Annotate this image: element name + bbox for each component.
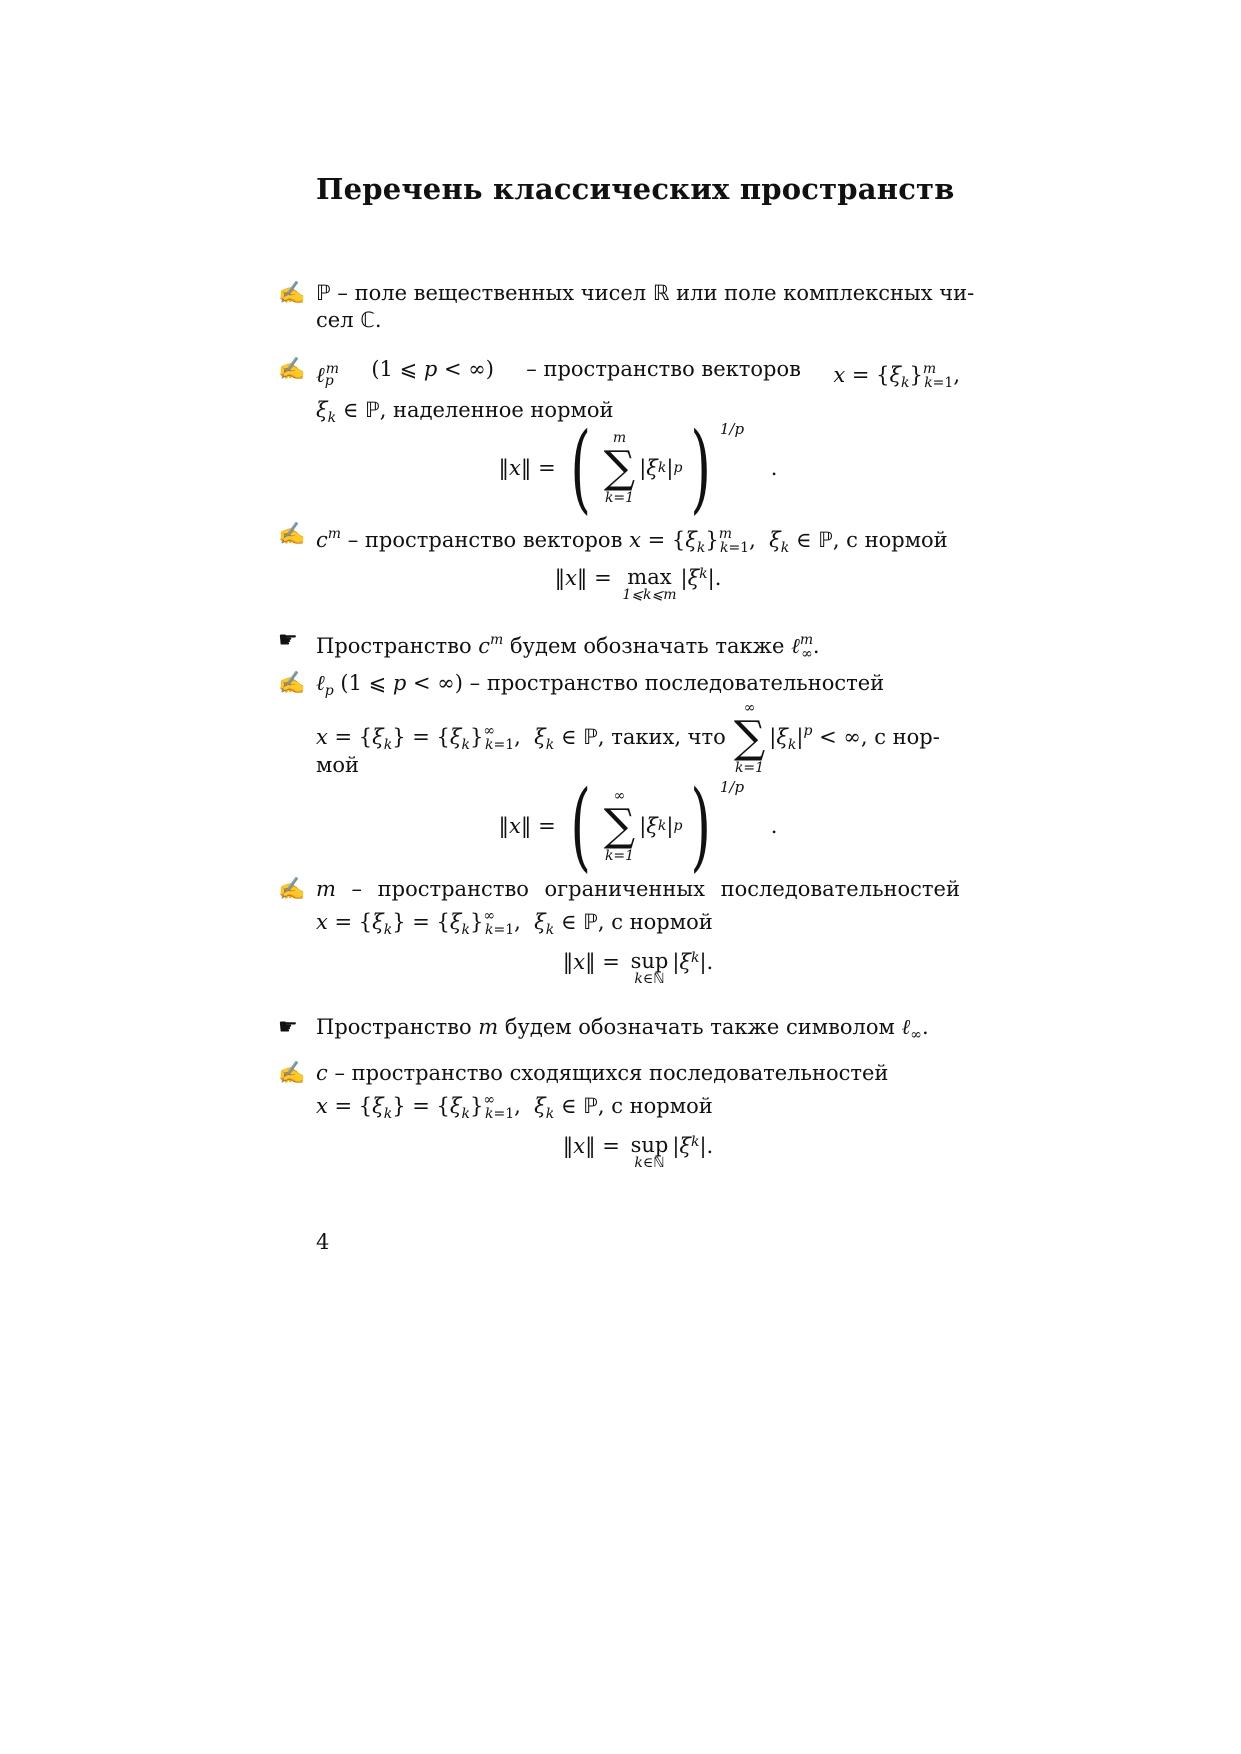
norm-formula: ‖ x ‖ = ( m ∑ k=1 | ξ k | p ) 1/p .	[498, 412, 778, 524]
writing-hand-icon: ✍	[278, 877, 306, 902]
list-item: ✍ ℓ$_p$ (1 ⩽ p < ∞) – пространство последовательностей	[278, 671, 885, 699]
writing-hand-icon: ✍	[278, 281, 306, 306]
norm-formula: ‖ x ‖ = sup k∈ℕ | ξ k |.	[562, 1133, 714, 1171]
list-item: ☛ Пространство m будем обозначать также символом ℓ$_\infty$.	[278, 1015, 929, 1043]
page-number: 4	[316, 1230, 330, 1254]
list-item: ✍ ℓ$_p^m$ (1 ⩽ p < ∞) – пространство векторов $x = \{\xi_k\}^m_{k=1}$, $\xi_k$ ∈ ℙ, наделенное нормой	[278, 357, 960, 426]
pointing-hand-icon: ☛	[278, 1015, 298, 1040]
writing-hand-icon: ✍	[278, 522, 306, 547]
norm-formula: ‖ x ‖ = sup k∈ℕ | ξ k |.	[562, 949, 714, 987]
norm-formula: ‖ x ‖ = max 1⩽k⩽m | ξ k |.	[554, 565, 722, 603]
norm-formula: ‖ x ‖ = ( ∞ ∑ k=1 | ξ k | p ) 1/p .	[498, 770, 778, 882]
list-item: ☛ Пространство $c^m$ будем обозначать также ℓ$^m_\infty$.	[278, 628, 820, 662]
pointing-hand-icon: ☛	[278, 628, 298, 653]
list-item-line: $x = \{\xi_k\} = \{\xi_k\}^\infty_{k=1}$, $\xi_k$ ∈ ℙ, таких, что ∞ ∑ k=1 $|\xi_k|^p$ < ∞, с нор-	[316, 700, 940, 776]
list-item: ✍ $c^m$ – пространство векторов $x = \{\xi_k\}^m_{k=1}$, $\xi_k$ ∈ ℙ, с нормой	[278, 522, 948, 556]
list-item: ✍ c – пространство сходящихся последовательностей $x = \{\xi_k\} = \{\xi_k\}^\infty_{k=1}$, $\xi_k$ ∈ ℙ, с нормой	[278, 1061, 889, 1122]
list-item: ✍ m – пространство ограниченных последовательностей $x = \{\xi_k\} = \{\xi_k\}^\infty_{k=1}$, $\xi_k$ ∈ ℙ, с нормой	[278, 877, 960, 938]
page-title: Перечень классических пространств	[316, 172, 955, 206]
list-item: ✍ ℙ – поле вещественных чисел ℝ или поле комплексных чи- сел ℂ.	[278, 281, 975, 332]
writing-hand-icon: ✍	[278, 1061, 306, 1086]
list-item-line: мой	[316, 753, 359, 777]
writing-hand-icon: ✍	[278, 357, 306, 382]
writing-hand-icon: ✍	[278, 671, 306, 696]
